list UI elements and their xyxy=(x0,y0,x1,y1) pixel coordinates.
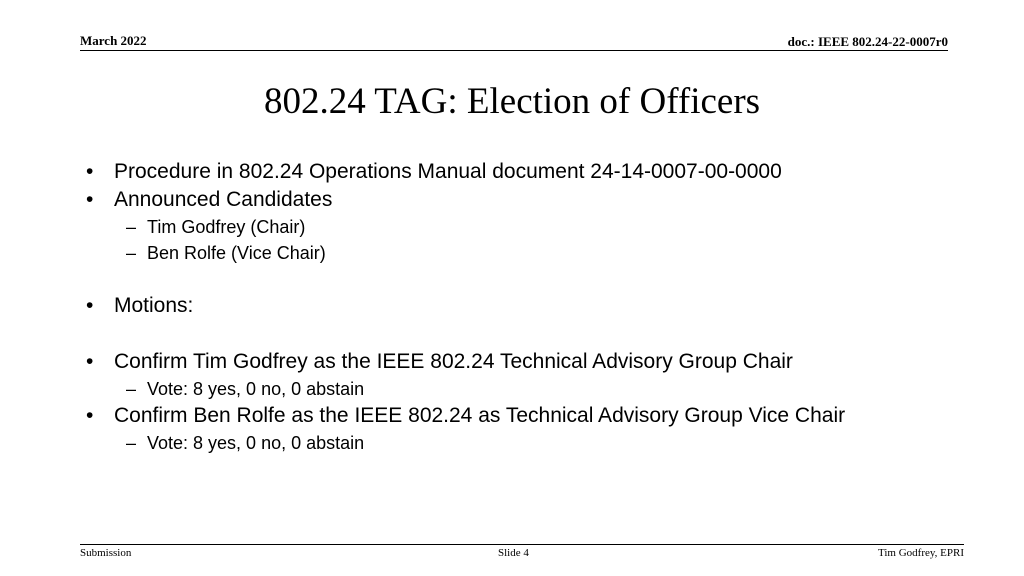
sub-bullet-text: Tim Godfrey (Chair) xyxy=(147,217,306,237)
bullet-motions xyxy=(86,292,986,320)
bullet-text: Motions: xyxy=(114,294,194,317)
sub-bullet-candidate-vice-chair xyxy=(86,240,986,266)
sub-bullet-candidate-chair xyxy=(86,214,986,240)
bullet-marker: • xyxy=(86,188,94,211)
header-divider xyxy=(80,50,948,51)
bullet-procedure xyxy=(86,158,986,186)
sub-bullet-text: Ben Rolfe (Vice Chair) xyxy=(147,243,326,263)
bullet-marker: • xyxy=(86,404,94,427)
slide-body xyxy=(86,158,986,456)
dash-marker: – xyxy=(126,243,137,263)
dash-marker: – xyxy=(126,433,137,453)
footer-divider xyxy=(80,544,964,545)
bullet-confirm-chair xyxy=(86,348,986,376)
dash-marker: – xyxy=(126,379,137,399)
footer-submission: Submission xyxy=(80,547,132,559)
bullet-text: Confirm Tim Godfrey as the IEEE 802.24 Technical Advisory Group Chair xyxy=(114,350,793,373)
spacer xyxy=(86,266,986,292)
bullet-candidates xyxy=(86,186,986,214)
sub-bullet-text: Vote: 8 yes, 0 no, 0 abstain xyxy=(147,433,365,453)
header-date: March 2022 xyxy=(80,33,147,48)
footer-author: Tim Godfrey, EPRI xyxy=(878,547,964,559)
bullet-marker: • xyxy=(86,294,94,317)
bullet-text: Confirm Ben Rolfe as the IEEE 802.24 as Technical Advisory Group Vice Chair xyxy=(114,404,846,427)
bullet-marker: • xyxy=(86,350,94,373)
slide-title: 802.24 TAG: Election of Officers xyxy=(263,81,761,122)
footer-slide-number: Slide 4 xyxy=(498,547,529,559)
header-doc-id: doc.: IEEE 802.24-22-0007r0 xyxy=(787,34,948,49)
bullet-text: Announced Candidates xyxy=(114,188,333,211)
sub-bullet-text: Vote: 8 yes, 0 no, 0 abstain xyxy=(147,379,365,399)
bullet-confirm-vice-chair xyxy=(86,402,986,430)
sub-bullet-vote-chair xyxy=(86,376,986,402)
spacer xyxy=(86,320,986,348)
bullet-text: Procedure in 802.24 Operations Manual document 24-14-0007-00-0000 xyxy=(114,160,782,183)
sub-bullet-vote-vice-chair xyxy=(86,430,986,456)
bullet-marker: • xyxy=(86,160,94,183)
dash-marker: – xyxy=(126,217,137,237)
